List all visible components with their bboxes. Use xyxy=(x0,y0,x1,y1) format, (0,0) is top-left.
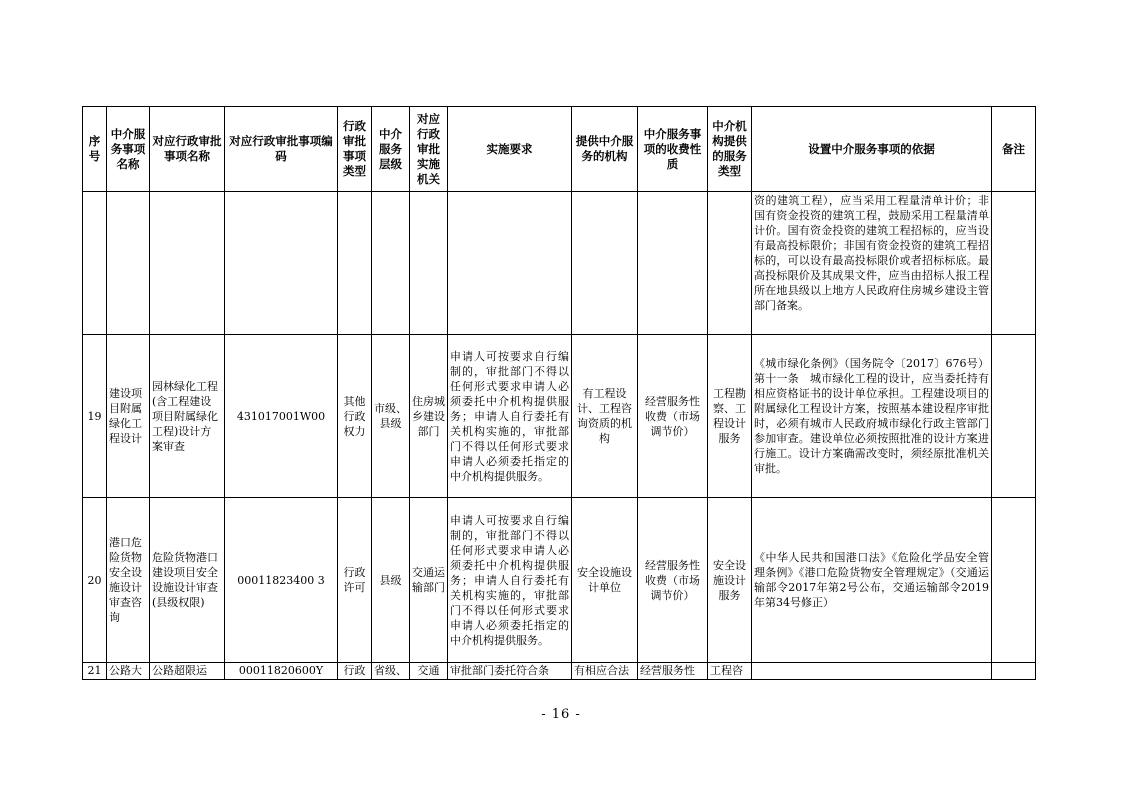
cell-dept xyxy=(410,192,448,335)
cell-req: 审批部门委托符合条 xyxy=(448,663,572,680)
header-service-name: 中介服务事项名称 xyxy=(107,107,150,192)
header-implementing-dept: 对应行政审批实施机关 xyxy=(410,107,448,192)
cell-req: 申请人可按要求自行编制的，审批部门不得以任何形式要求申请人必须委托中介机构提供服务；申请人自行委托有关机构实施的，审批部门不得以任何形式要求申请人必须委托指定的中介机构提供服务。 xyxy=(448,335,572,498)
cell-req xyxy=(448,192,572,335)
cell-note xyxy=(992,663,1036,680)
cell-org: 有工程设计、工程咨询资质的机构 xyxy=(572,335,638,498)
header-row xyxy=(83,107,1036,192)
cell-fee: 经营服务性 xyxy=(638,663,708,680)
cell-level: 县级 xyxy=(372,498,410,663)
cell-basis xyxy=(752,663,992,680)
table-row xyxy=(83,335,1036,498)
header-fee-nature: 中介服务事项的收费性质 xyxy=(638,107,708,192)
cell-item: 公路超限运 xyxy=(150,663,225,680)
cell-no: 21 xyxy=(83,663,107,680)
cell-fee: 经营服务性收费（市场调节价） xyxy=(638,498,708,663)
cell-org xyxy=(572,192,638,335)
header-requirements: 实施要求 xyxy=(448,107,572,192)
header-provider-org: 提供中介服务的机构 xyxy=(572,107,638,192)
header-service-type: 中介机构提供的服务类型 xyxy=(708,107,752,192)
cell-service: 港口危险货物安全设施设计审查咨询 xyxy=(107,498,150,663)
cell-item xyxy=(150,192,225,335)
cell-code: 00011820600Y xyxy=(225,663,338,680)
cell-dept: 交通运输部门 xyxy=(410,498,448,663)
cell-dept: 交通 xyxy=(410,663,448,680)
cell-dept: 住房城乡建设部门 xyxy=(410,335,448,498)
cell-code: 431017001W00 xyxy=(225,335,338,498)
cell-no xyxy=(83,192,107,335)
cell-type: 其他行政权力 xyxy=(338,335,372,498)
table-row-continuation xyxy=(83,192,1036,335)
cell-basis: 《中华人民共和国港口法》《危险化学品安全管理条例》《港口危险货物安全管理规定》（交通运输部令2017年第2号公布，交通运输部令2019年第34号修正） xyxy=(752,498,992,663)
header-approval-type: 行政审批事项类型 xyxy=(338,107,372,192)
cell-svc: 工程咨 xyxy=(708,663,752,680)
cell-org: 有相应合法 xyxy=(572,663,638,680)
header-basis: 设置中介服务事项的依据 xyxy=(752,107,992,192)
cell-svc: 安全设施设计服务 xyxy=(708,498,752,663)
intermediary-service-table xyxy=(82,106,1036,680)
cell-type: 行政许可 xyxy=(338,498,372,663)
cell-svc xyxy=(708,192,752,335)
cell-svc: 工程勘察、工程设计服务 xyxy=(708,335,752,498)
cell-type xyxy=(338,192,372,335)
cell-service xyxy=(107,192,150,335)
cell-code xyxy=(225,192,338,335)
header-no: 序号 xyxy=(83,107,107,192)
header-service-level: 中介服务层级 xyxy=(372,107,410,192)
cell-service: 公路大 xyxy=(107,663,150,680)
page-number: - 16 - xyxy=(541,707,581,722)
cell-level xyxy=(372,192,410,335)
header-remarks: 备注 xyxy=(992,107,1036,192)
cell-level: 省级、 xyxy=(372,663,410,680)
cell-fee: 经营服务性收费（市场调节价） xyxy=(638,335,708,498)
cell-level: 市级、县级 xyxy=(372,335,410,498)
cell-no: 20 xyxy=(83,498,107,663)
cell-org: 安全设施设计单位 xyxy=(572,498,638,663)
cell-note xyxy=(992,335,1036,498)
cell-type: 行政 xyxy=(338,663,372,680)
cell-note xyxy=(992,498,1036,663)
header-approval-item: 对应行政审批事项名称 xyxy=(150,107,225,192)
cell-basis: 《城市绿化条例》（国务院令〔2017〕676号）第十一条 城市绿化工程的设计，应当委托持有相应资格证书的设计单位承担。工程建设项目的附属绿化工程设计方案，按照基本建设程序审批时，必须有城市人民政府城市绿化行政主管部门参加审查。建设单位必须按照批准的设计方案进行施工。设计方案确需改变时，须经原批准机关审批。 xyxy=(752,335,992,498)
table-row xyxy=(83,498,1036,663)
cell-code: 00011823400 3 xyxy=(225,498,338,663)
table-row xyxy=(83,663,1036,680)
cell-item: 危险货物港口建设项目安全设施设计审查(县级权限) xyxy=(150,498,225,663)
cell-service: 建设项目附属绿化工程设计 xyxy=(107,335,150,498)
cell-fee xyxy=(638,192,708,335)
cell-item: 园林绿化工程(含工程建设项目附属绿化工程)设计方案审查 xyxy=(150,335,225,498)
cell-req: 申请人可按要求自行编制的，审批部门不得以任何形式要求申请人必须委托中介机构提供服务；申请人自行委托有关机构实施的，审批部门不得以任何形式要求申请人必须委托指定的中介机构提供服务。 xyxy=(448,498,572,663)
cell-no: 19 xyxy=(83,335,107,498)
cell-note xyxy=(992,192,1036,335)
header-approval-code: 对应行政审批事项编码 xyxy=(225,107,338,192)
cell-basis: 资的建筑工程），应当采用工程量清单计价；非国有资金投资的建筑工程，鼓励采用工程量清单计价。国有资金投资的建筑工程招标的，应当设有最高投标限价；非国有资金投资的建筑工程招标的，可以设有最高投标限价或者招标标底。最高投标限价及其成果文件，应当由招标人报工程所在地县级以上地方人民政府住房城乡建设主管部门备案。 xyxy=(752,192,992,335)
